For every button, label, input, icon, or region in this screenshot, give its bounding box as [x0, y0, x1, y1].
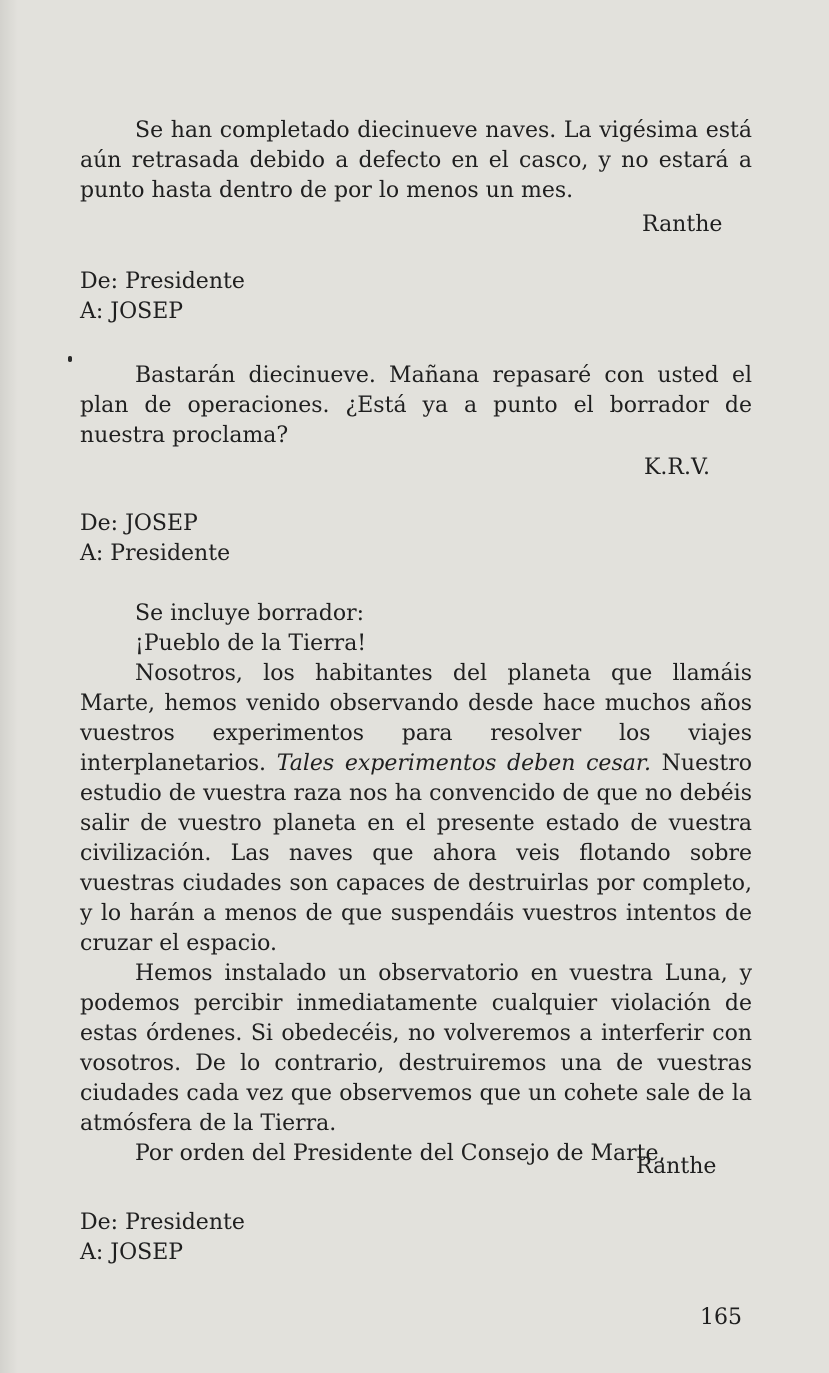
to-line: A: Presidente [80, 541, 231, 566]
paragraph: Se han completado diecinueve naves. La vigésima está aún retrasada debido a defecto en el casco, y no estará a punto hasta dentro de por lo menos un mes. [80, 118, 752, 203]
message-1-signature: Ranthe [642, 212, 723, 237]
closing-line: Por orden del Presidente del Consejo de Marte, [135, 1141, 666, 1166]
salutation: ¡Pueblo de la Tierra! [135, 631, 367, 656]
page-number: 165 [700, 1305, 742, 1330]
from-line: De: Presidente [80, 269, 245, 294]
text-run: Nuestro estudio de vuestra raza nos ha convencido de que no debéis salir de vuestro planeta en el presente estado de vuestra civilización. Las naves que ahora veis flotando sobre vuestras ciudades son capaces de destruirlas por completo, y lo harán a menos de que suspendáis vuestros intentos de cruzar el espacio. [80, 751, 752, 956]
from-line: De: JOSEP [80, 511, 198, 536]
message-2-body [80, 361, 752, 451]
proclamation-paragraph-2: Hemos instalado un observatorio en vuestra Luna, y podemos percibir inmediatamente cualquier violación de estas órdenes. Si obedecéis, no volveremos a interferir con vosotros. De lo contrario, destruiremos una de vuestras ciudades cada vez que observemos que un cohete sale de la atmósfera de la Tierra. [80, 961, 752, 1136]
to-line: A: JOSEP [80, 1240, 184, 1265]
message-2-header [80, 267, 245, 327]
to-line: A: JOSEP [80, 299, 184, 324]
ink-speck [68, 356, 72, 362]
paragraph: Bastarán diecinueve. Mañana repasaré con usted el plan de operaciones. ¿Está ya a punto el borrador de nuestra proclama? [80, 363, 752, 448]
proclamation-paragraph-1 [80, 659, 752, 959]
message-1-body [80, 116, 752, 206]
intro-line: Se incluye borrador: [135, 601, 364, 626]
message-3-body [80, 599, 752, 1169]
message-4-header [80, 1208, 245, 1268]
italic-text-run: Tales experimentos deben cesar. [276, 751, 651, 776]
text-run: Nosotros, los habitantes del planeta que llamáis Marte, hemos venido observando desde hace muchos años vuestros experimentos para resolver los viajes interplanetarios. [80, 661, 752, 776]
page-edge-shadow [0, 0, 18, 1373]
from-line: De: Presidente [80, 1210, 245, 1235]
message-2-signature: K.R.V. [644, 455, 711, 480]
message-3-signature: Ranthe [636, 1154, 717, 1179]
message-3-header [80, 509, 230, 569]
